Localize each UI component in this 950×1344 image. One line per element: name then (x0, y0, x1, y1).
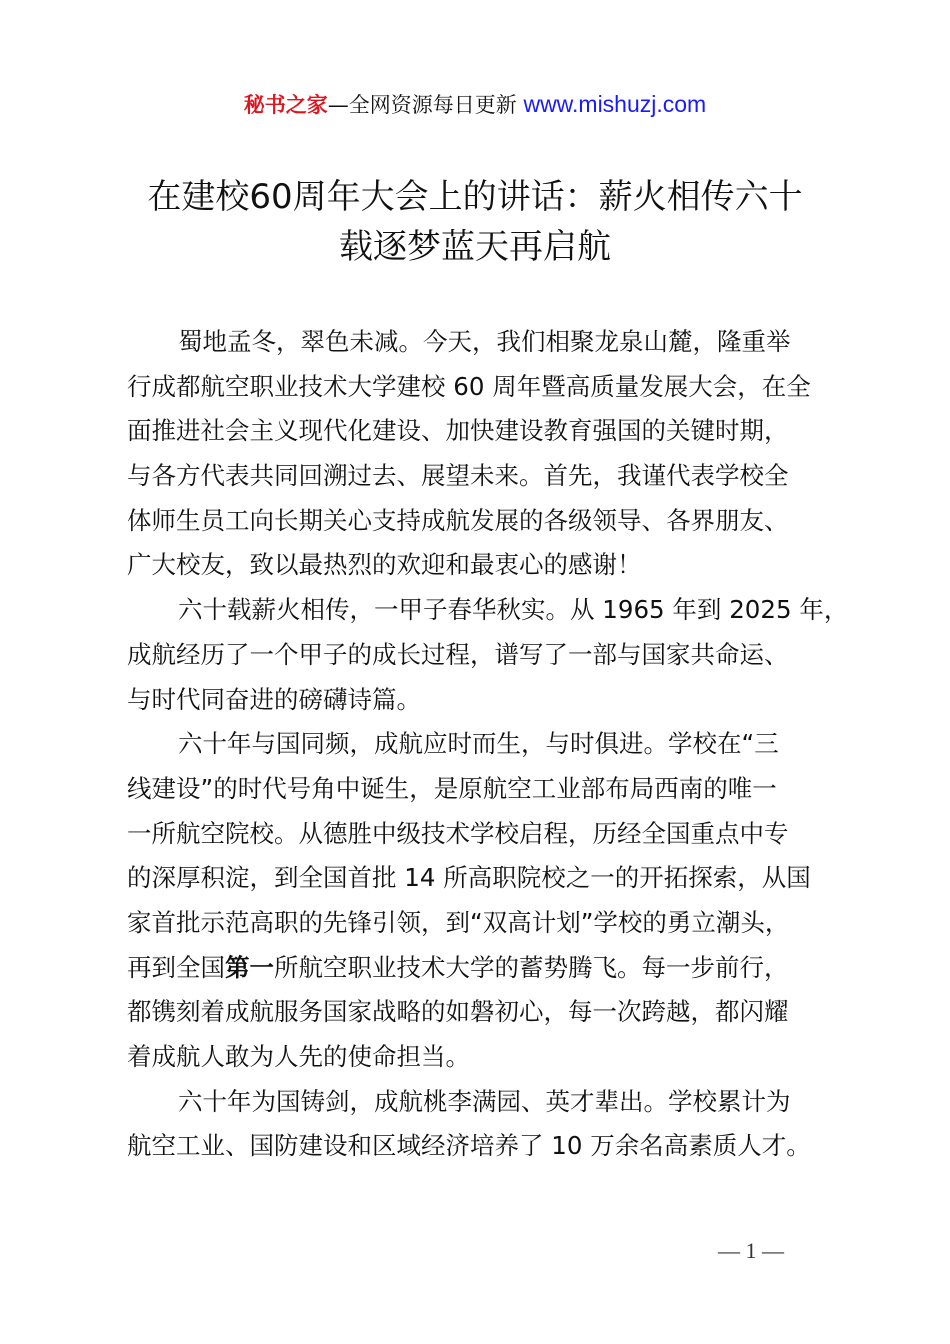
text-line: 的深厚积淀，到全国首批 14 所高职院校之一的开拓探索，从国 (127, 863, 811, 893)
paragraph (127, 1080, 847, 1169)
text-line: 与各方代表共同回溯过去、展望未来。首先，我谨代表学校全 (127, 461, 789, 491)
title-line: 载逐梦蓝天再启航 (339, 227, 611, 267)
text-line: 六十载薪火相传，一甲子春华秋实。从 1965 年到 2025 年， (178, 595, 849, 625)
text-line: 着成航人敢为人先的使命担当。 (127, 1042, 470, 1071)
text-line: 成航经历了一个甲子的成长过程，谱写了一部与国家共命运、 (127, 639, 789, 669)
text-line: 广大校友，致以最热烈的欢迎和最衷心的感谢！ (127, 550, 642, 580)
text-line: 一所航空院校。从德胜中级技术学校启程，历经全国重点中专 (127, 818, 789, 848)
text-line: 航空工业、国防建设和区域经济培养了 10 万余名高素质人才。 (127, 1131, 811, 1161)
paragraph (127, 320, 847, 588)
text-line: 与时代同奋进的磅礴诗篇。 (127, 684, 421, 714)
text-segment: 所航空职业技术大学的蓄势腾飞。每一步前行， (274, 952, 789, 982)
text-line: 家首批示范高职的先锋引领，到“双高计划”学校的勇立潮头， (127, 907, 790, 937)
text-line: 面推进社会主义现代化建设、加快建设教育强国的关键时期， (127, 416, 789, 446)
text-line: 行成都航空职业技术大学建校 60 周年暨高质量发展大会，在全 (127, 371, 811, 401)
text-line: 六十年为国铸剑，成航桃李满园、英才辈出。学校累计为 (178, 1086, 791, 1116)
text-line: 蜀地孟冬，翠色未减。今天，我们相聚龙泉山麓，隆重举 (178, 327, 791, 356)
text-segment: 再到全国 (127, 952, 225, 982)
site-header (0, 88, 950, 121)
document-title (0, 172, 950, 272)
title-line: 在建校60周年大会上的讲话：薪火相传六十 (147, 177, 803, 217)
text-line (127, 946, 847, 991)
page-number: — 1 — (718, 1238, 784, 1263)
brand-name: 秘书之家 (243, 93, 328, 117)
bold-text: 第一 (225, 952, 274, 982)
text-line: 体师生员工向长期关心支持成航发展的各级领导、各界朋友、 (127, 505, 789, 535)
paragraph (127, 588, 847, 722)
text-line: 线建设”的时代号角中诞生，是原航空工业部布局西南的唯一 (127, 773, 777, 803)
document-body (127, 320, 847, 1169)
text-line: 六十年与国同频，成航应时而生，与时俱进。学校在“三 (178, 729, 779, 759)
paragraph (127, 722, 847, 1080)
slogan: —全网资源每日更新 (327, 93, 524, 117)
site-url-link[interactable]: www.mishuzj.com (523, 91, 707, 117)
text-line: 都镌刻着成航服务国家战略的如磐初心，每一次跨越，都闪耀 (127, 997, 789, 1027)
